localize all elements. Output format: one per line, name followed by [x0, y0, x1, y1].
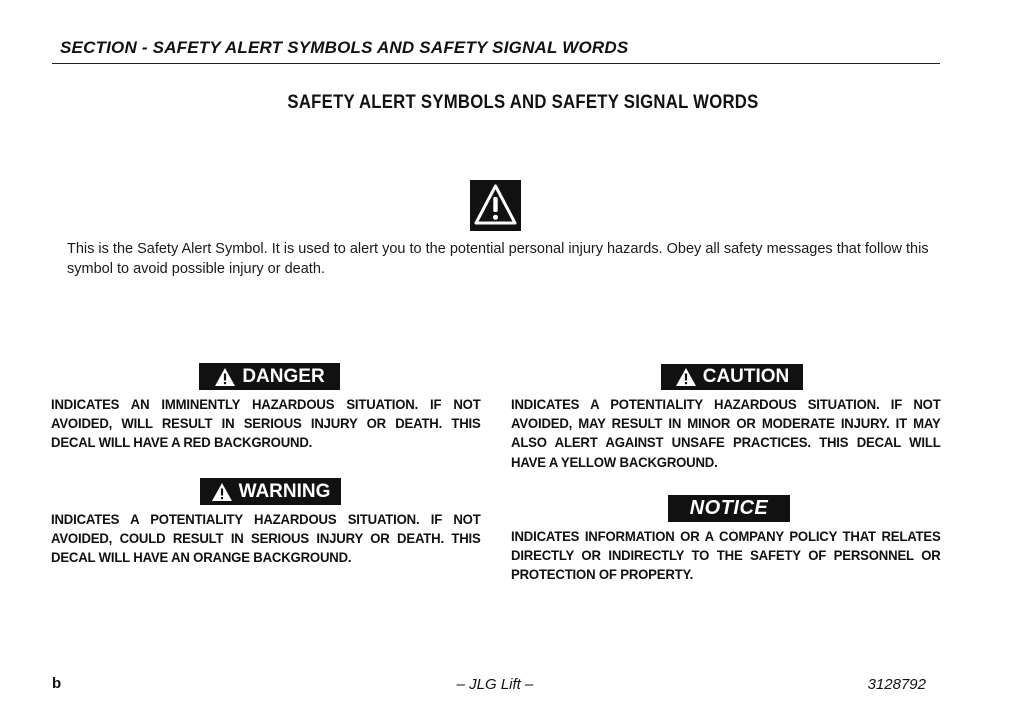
page-title: SAFETY ALERT SYMBOLS AND SAFETY SIGNAL WORDS [287, 92, 759, 113]
intro-paragraph: This is the Safety Alert Symbol. It is used to alert you to the potential personal injury hazards. Obey all safety messages that follow this symbol to avoid possible injury or death. [67, 241, 929, 277]
warning-triangle-icon [675, 367, 697, 387]
header-rule [52, 63, 940, 64]
footer-page-letter: b [52, 675, 62, 692]
footer-document-number: 3128792 [867, 676, 926, 693]
warning-triangle-icon [211, 482, 233, 502]
danger-label: DANGER [242, 365, 325, 387]
safety-alert-symbol [470, 180, 521, 231]
caution-signal-word [661, 364, 803, 390]
warning-label: WARNING [238, 480, 331, 502]
warning-description: INDICATES A POTENTIALITY HAZARDOUS SITUATION. IF NOT AVOIDED, COULD RESULT IN SERIOUS INJURY OR DEATH. THIS DECAL WILL HAVE AN ORANGE BACKGROUND. [51, 511, 481, 566]
caution-label: CAUTION [702, 366, 790, 387]
danger-description: INDICATES AN IMMINENTLY HAZARDOUS SITUATION. IF NOT AVOIDED, WILL RESULT IN SERIOUS INJURY OR DEATH. THIS DECAL WILL HAVE A RED BACKGROUND. [51, 396, 481, 451]
notice-signal-word [668, 495, 790, 522]
notice-label: NOTICE [689, 497, 769, 519]
danger-signal-word [199, 363, 340, 390]
notice-description: INDICATES INFORMATION OR A COMPANY POLICY THAT RELATES DIRECTLY OR INDIRECTLY TO THE SAFETY OF PERSONNEL OR PROTECTION OF PROPERTY. [511, 528, 941, 583]
warning-triangle-icon [214, 367, 236, 387]
footer-brand: – JLG Lift – [456, 676, 534, 693]
warning-triangle-icon [470, 180, 521, 231]
caution-description: INDICATES A POTENTIALITY HAZARDOUS SITUATION. IF NOT AVOIDED, MAY RESULT IN MINOR OR MODERATE INJURY. IT MAY ALSO ALERT AGAINST UNSAFE PRACTICES. THIS DECAL WILL HAVE A YELLOW BACKGROUND. [511, 396, 941, 470]
warning-signal-word [200, 478, 341, 505]
section-header-title: SECTION - SAFETY ALERT SYMBOLS AND SAFETY SIGNAL WORDS [60, 38, 629, 57]
